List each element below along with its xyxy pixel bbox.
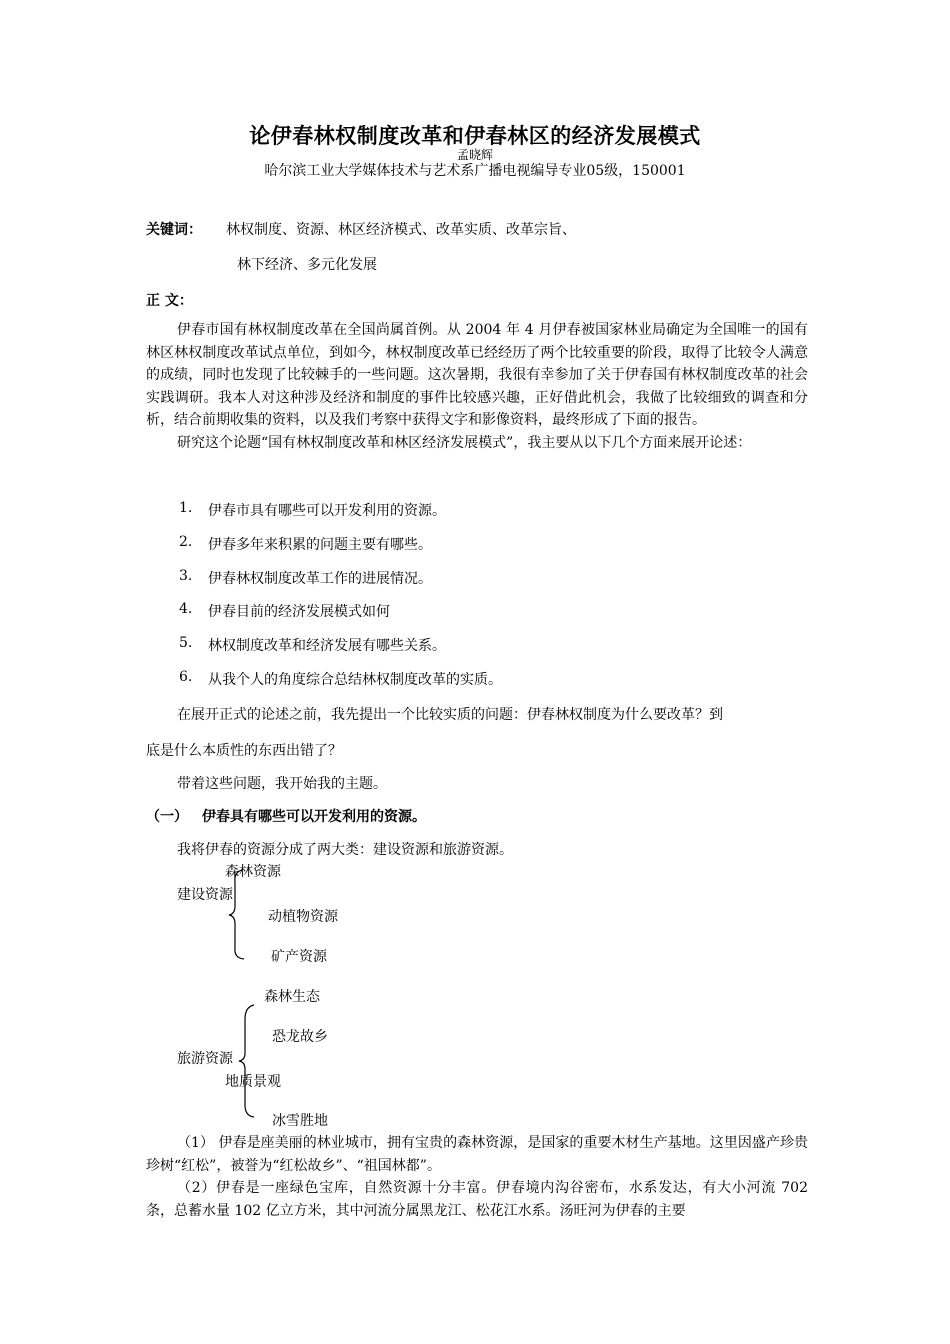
author-affiliation: 哈尔滨工业大学媒体技术与艺术系广播电视编导专业05级，150001 xyxy=(264,163,686,179)
author-name: 孟晓辉 xyxy=(456,148,493,162)
list-item: 伊春多年来积累的问题主要有哪些。 xyxy=(208,537,432,553)
keywords-line-2: 林下经济、多元化发展 xyxy=(237,257,377,273)
section-paragraph-2: （2）伊春是一座绿色宝库，自然资源十分丰富。伊春境内沟谷密布，水系发达，有大小河流 702 条，总蓄水量 102 亿立方米，其中河流分属黑龙江、松花江水系。汤旺河为伊春的主要 xyxy=(146,1180,808,1219)
intro-paragraph-2: 研究这个论题“国有林权制度改革和林区经济发展模式”，我主要从以下几个方面来展开论述： xyxy=(177,434,752,451)
list-item: 伊春目前的经济发展模式如何 xyxy=(208,604,390,620)
construction-item: 森林资源 xyxy=(225,864,281,880)
list-item-number: 5. xyxy=(179,635,193,651)
section-paragraph-1: （1） 伊春是座美丽的林业城市，拥有宝贵的森林资源，是国家的重要木材生产基地。这里因盛产珍贵珍树“红松”，被誉为“红松故乡”、“祖国林都”。 xyxy=(146,1135,808,1174)
construction-item: 动植物资源 xyxy=(268,909,338,925)
question-line-2: 底是什么本质性的东西出错了？ xyxy=(146,743,342,759)
list-item-number: 1. xyxy=(179,500,193,516)
keywords-line-1: 林权制度、资源、林区经济模式、改革实质、改革宗旨、 xyxy=(226,222,576,238)
left-brace-icon xyxy=(236,1003,260,1119)
tourism-item: 冰雪胜地 xyxy=(272,1113,328,1129)
list-item-number: 4. xyxy=(179,601,193,617)
construction-label: 建设资源 xyxy=(177,887,233,903)
intro-paragraph-1: 伊春市国有林权制度改革在全国尚属首例。从 2004 年 4 月伊春被国家林业局确定为全国唯一的国有林区林权制度改革试点单位，到如今，林权制度改革已经经历了两个比较重要的阶段，取得了比较令人满意的成绩，同时也发现了比较棘手的一些问题。这次暑期，我很有幸参加了关于伊春国有林权制度改革的社会实践调研。我本人对这种涉及经济和制度的事件比较感兴趣，正好借此机会，我做了比较细致的调查和分析，结合前期收集的资料，以及我们考察中获得文字和影像资料，最终形成了下面的报告。 xyxy=(146,322,808,428)
tourism-item: 森林生态 xyxy=(264,989,320,1005)
section-number: （一） xyxy=(146,809,188,825)
list-item: 林权制度改革和经济发展有哪些关系。 xyxy=(208,638,446,654)
lead-sentence: 带着这些问题，我开始我的主题。 xyxy=(177,776,387,792)
document-title: 论伊春林权制度改革和伊春林区的经济发展模式 xyxy=(249,124,701,148)
keywords-label: 关键词： xyxy=(146,222,202,238)
intro-section xyxy=(146,319,808,454)
list-item: 伊春林权制度改革工作的进展情况。 xyxy=(208,571,432,587)
tourism-label: 旅游资源 xyxy=(177,1051,233,1067)
tourism-item: 恐龙故乡 xyxy=(272,1029,328,1045)
section-intro: 我将伊春的资源分成了两大类：建设资源和旅游资源。 xyxy=(177,842,513,858)
body-label: 正 文： xyxy=(146,293,193,309)
list-item-number: 3. xyxy=(179,568,193,584)
question-line-1: 在展开正式的论述之前，我先提出一个比较实质的问题：伊春林权制度为什么要改革？到 xyxy=(177,707,723,723)
left-brace-icon xyxy=(226,868,250,960)
list-item-number: 2. xyxy=(179,534,193,550)
tourism-item: 地质景观 xyxy=(225,1074,281,1090)
section-heading: 伊春具有哪些可以开发利用的资源。 xyxy=(202,809,426,825)
list-item-number: 6. xyxy=(179,669,193,685)
list-item: 伊春市具有哪些可以开发利用的资源。 xyxy=(208,503,446,519)
section-body xyxy=(146,1132,808,1222)
list-item: 从我个人的角度综合总结林权制度改革的实质。 xyxy=(208,672,502,688)
construction-item: 矿产资源 xyxy=(271,949,327,965)
